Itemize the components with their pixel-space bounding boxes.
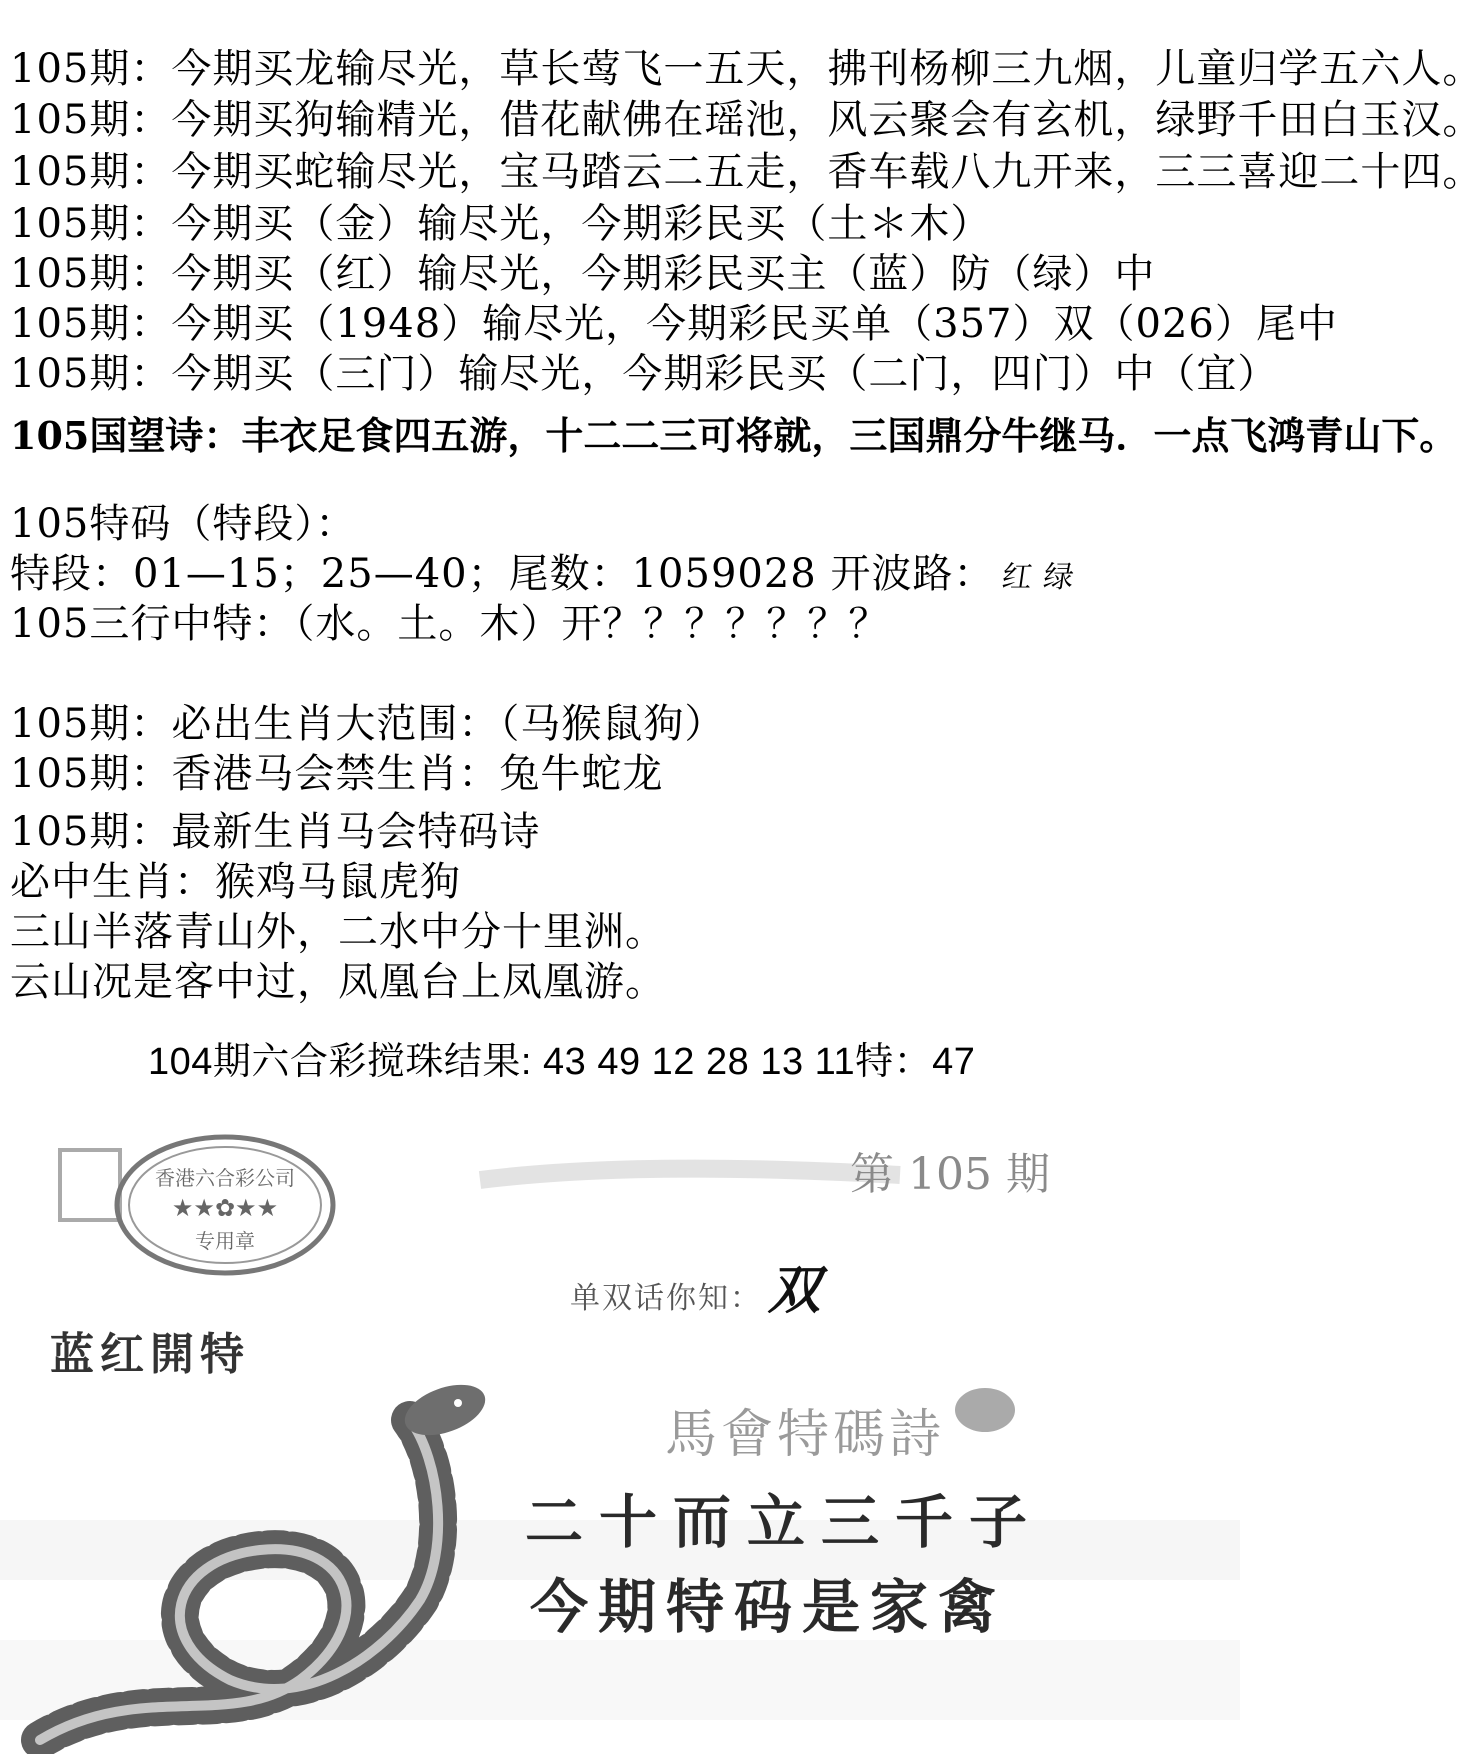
poem-verse-2: 云山况是客中过，凤凰台上凤凰游。	[10, 959, 666, 1005]
newest-poem-title: 105期：最新生肖马会特码诗	[10, 809, 541, 855]
line-2: 105期：今期买狗输精光，借花献佛在瑶池，风云聚会有玄机，绿野千田白玉汉。	[10, 97, 1483, 143]
poem-2: 今期特码是家禽	[530, 1573, 1007, 1641]
side-title: 蓝红開特	[50, 1329, 250, 1380]
issue-number: 第 105 期	[850, 1149, 1050, 1200]
stamp-sub: 专用章	[195, 1229, 255, 1253]
line-4: 105期：今期买（金）输尽光，今期彩民买（土＊木）	[10, 201, 992, 247]
zodiac-range: 105期：必出生肖大范围：（马猴鼠狗）	[10, 701, 726, 747]
tema-heading: 105特码（特段）：	[10, 501, 357, 547]
tema-segment-row	[10, 550, 1078, 602]
poem-line: 105国望诗：丰衣足食四五游，十二二三可将就，三国鼎分牛继马．一点飞鸿青山下。	[10, 413, 1458, 458]
line-7: 105期：今期买（三门）输尽光，今期彩民买（二门，四门）中（宜）	[10, 351, 1279, 397]
must-zodiac: 必中生肖：猴鸡马鼠虎狗	[10, 859, 461, 905]
draw-results: 104期六合彩搅珠结果: 43 49 12 28 13 11特：47	[148, 1041, 976, 1083]
three-elements: 105三行中特：（水。土。木）开？？？？？？？	[10, 601, 890, 647]
poem-verse-1: 三山半落青山外，二水中分十里洲。	[10, 909, 666, 955]
line-1: 105期：今期买龙输尽光，草长莺飞一五天，拂刊杨柳三九烟，儿童归学五六人。	[10, 46, 1483, 92]
odd-even-answer: 双	[768, 1261, 823, 1321]
hk-poem-title: 馬會特碼詩	[665, 1405, 946, 1465]
odd-even-label: 单双话你知：	[570, 1281, 762, 1316]
poem-1: 二十而立三千子	[525, 1488, 1044, 1556]
tema-wave: 红 绿	[1000, 560, 1078, 595]
company-stamp	[110, 1130, 340, 1280]
stamp-text: 香港六合彩公司	[155, 1166, 295, 1190]
line-3: 105期：今期买蛇输尽光，宝马踏云二五走，香车载八九开来，三三喜迎二十四。	[10, 149, 1483, 195]
stamp-stars: ★★✿★★	[171, 1194, 279, 1222]
odd-even-row	[570, 1248, 822, 1323]
banned-zodiac: 105期：香港马会禁生肖：兔牛蛇龙	[10, 751, 664, 797]
line-5: 105期：今期买（红）输尽光，今期彩民买主（蓝）防（绿）中	[10, 251, 1156, 297]
line-6: 105期：今期买（1948）输尽光，今期彩民买单（357）双（026）尾中	[10, 301, 1338, 347]
handshake-logo	[955, 1388, 1015, 1432]
tema-segment: 特段：01—15；25—40；尾数：1059028 开波路：	[10, 551, 995, 597]
